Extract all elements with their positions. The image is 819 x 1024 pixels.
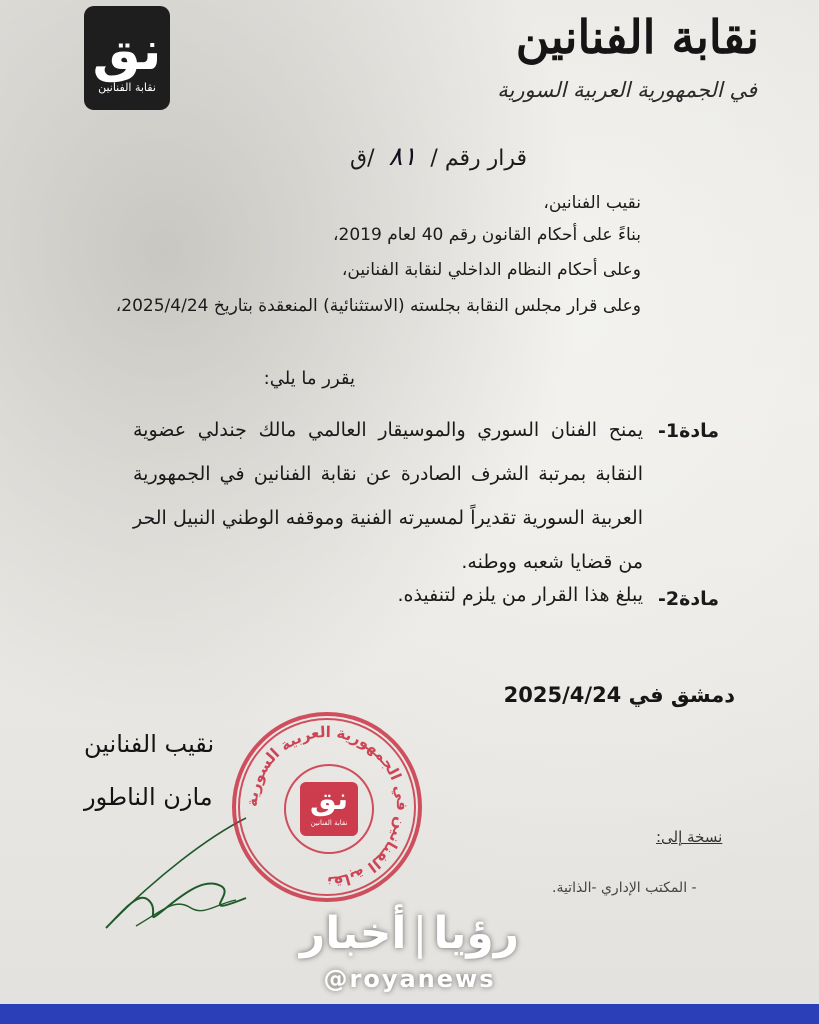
- copy-to-recipients: - المكتب الإداري -الذاتية.: [552, 880, 697, 896]
- stamp-ring-text: نقابة الفنانين في الجمهورية العربية السورية: [242, 722, 412, 892]
- official-stamp: [232, 712, 422, 902]
- preamble-line: نقيب الفنانين،: [543, 193, 641, 213]
- stamp-center: [284, 764, 374, 854]
- article-2-label: مادة2-: [658, 588, 719, 610]
- news-brand-watermark: [0, 908, 819, 959]
- stamp-logo: [300, 782, 358, 836]
- logo-mark: نق: [92, 18, 162, 82]
- issue-date: دمشق في 2025/4/24: [503, 683, 735, 707]
- brand-separator: |: [412, 908, 428, 959]
- letterhead-subtitle: في الجمهورية العربية السورية: [497, 78, 757, 102]
- brand-main: رؤيا: [433, 908, 520, 959]
- bottom-brand-bar: [0, 1004, 819, 1024]
- preamble-line: وعلى أحكام النظام الداخلي لنقابة الفنانين،: [341, 260, 641, 280]
- decision-handwritten-number: ٨١: [388, 142, 417, 172]
- letterhead-title: نقابة الفنانين: [515, 10, 759, 64]
- resolves-heading: يقرر ما يلي:: [263, 368, 355, 389]
- stamp-logo-sub: نقابة الفنانين: [310, 819, 348, 827]
- brand-section: أخبار: [299, 908, 407, 959]
- logo-subtext: نقابة الفنانين: [98, 80, 156, 94]
- decision-suffix: /ق: [350, 146, 375, 171]
- preamble-line: بناءً على أحكام القانون رقم 40 لعام 2019،: [333, 225, 641, 245]
- article-1-label: مادة1-: [658, 420, 719, 442]
- signatory-name: مازن الناطور: [84, 783, 213, 811]
- syndicate-logo: [84, 6, 170, 110]
- copy-to-label: نسخة إلى:: [656, 828, 723, 846]
- social-handle: @royanews: [323, 965, 496, 993]
- preamble-line: وعلى قرار مجلس النقابة بجلسته (الاستثنائية) المنعقدة بتاريخ 2025/4/24،: [115, 296, 641, 316]
- decision-label: قرار رقم /: [430, 146, 527, 171]
- stamp-logo-mark: نق: [309, 782, 349, 817]
- article-2-text: يبلغ هذا القرار من يلزم لتنفيذه.: [397, 584, 643, 606]
- signatory-title: نقيب الفنانين: [84, 730, 215, 758]
- decision-number: [350, 142, 527, 172]
- article-1-text: يمنح الفنان السوري والموسيقار العالمي مالك جندلي عضوية النقابة بمرتبة الشرف الصادرة عن نقابة الفنانين في الجمهورية العربية السورية تقديراً لمسيرته الفنية وموقفه الوطني النبيل الحر من قضايا شعبه ووطنه.: [133, 419, 643, 573]
